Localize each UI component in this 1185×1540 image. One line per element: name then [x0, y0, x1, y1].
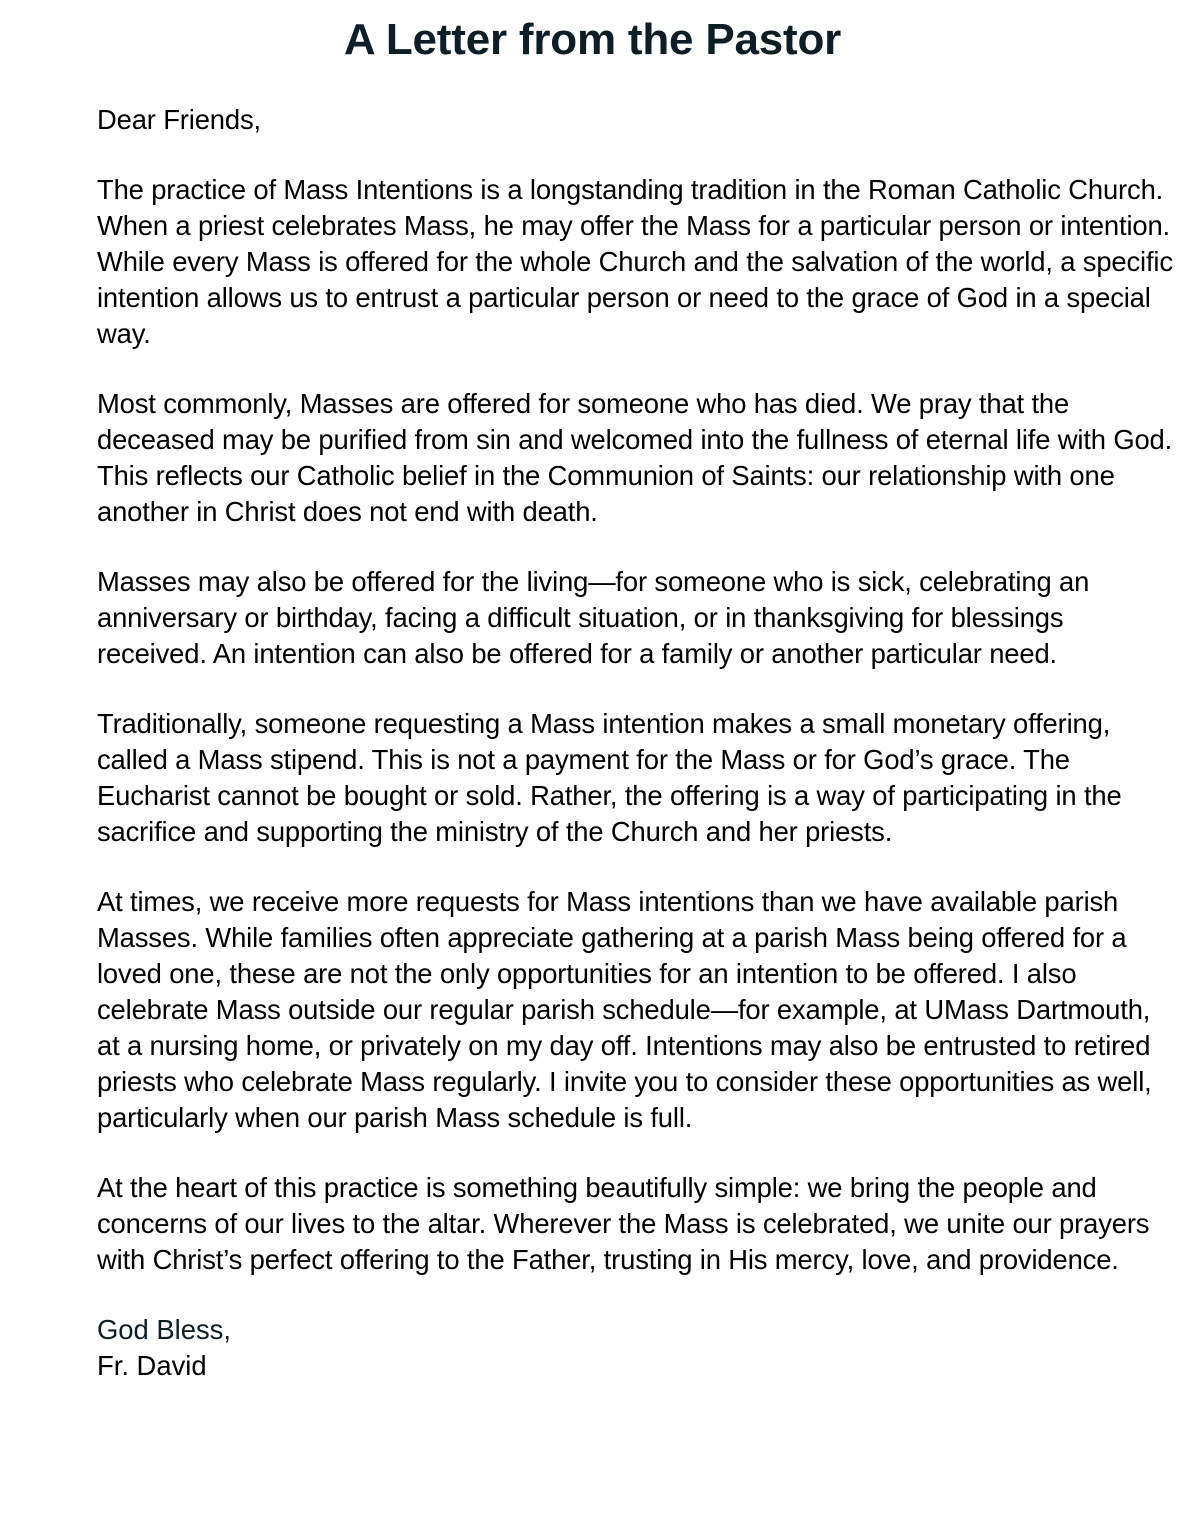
letter-closing: God Bless, [97, 1314, 231, 1345]
letter-salutation: Dear Friends, [97, 104, 261, 135]
letter-signature: Fr. David [97, 1350, 207, 1381]
paragraph-heart-of-practice: At the heart of this practice is something beautifully simple: we bring the people and concerns of our lives to the altar. Wherever the Mass is celebrated, we unite our prayers with Christ’s perfect offering to the Father, trusting in His mercy, love, and providence. [97, 1172, 1150, 1275]
letter-closing-block [97, 1312, 1175, 1384]
paragraph-more-requests: At times, we receive more requests for Mass intentions than we have available parish Masses. While families often appreciate gathering at a parish Mass being offered for a loved one, these are not the only opportunities for an intention to be offered. I also celebrate Mass outside our regular parish schedule—for example, at UMass Dartmouth, at a nursing home, or privately on my day off. Intentions may also be entrusted to retired priests who celebrate Mass regularly. I invite you to consider these opportunities as well, particularly when our parish Mass schedule is full. [97, 886, 1152, 1133]
paragraph-masses-for-deceased: Most commonly, Masses are offered for someone who has died. We pray that the deceased may be purified from sin and welcomed into the fullness of eternal life with God. This reflects our Catholic belief in the Communion of Saints: our relationship with one another in Christ does not end with death. [97, 388, 1173, 527]
letter-title: A Letter from the Pastor [343, 15, 842, 64]
paragraph-mass-stipend: Traditionally, someone requesting a Mass intention makes a small monetary offering, called a Mass stipend. This is not a payment for the Mass or for God’s grace. The Eucharist cannot be bought or sold. Rather, the offering is a way of participating in the sacrifice and supporting the ministry of the Church and her priests. [97, 708, 1122, 847]
paragraph-masses-for-living: Masses may also be offered for the living—for someone who is sick, celebrating an anniversary or birthday, facing a difficult situation, or in thanksgiving for blessings received. An intention can also be offered for a family or another particular need. [97, 566, 1090, 669]
paragraph-mass-intentions-tradition: The practice of Mass Intentions is a longstanding tradition in the Roman Catholic Church. When a priest celebrates Mass, he may offer the Mass for a particular person or intention. While every Mass is offered for the whole Church and the salvation of the world, a specific intention allows us to entrust a particular person or need to the grace of God in a special way. [97, 174, 1173, 349]
letter-body [97, 102, 1175, 1384]
